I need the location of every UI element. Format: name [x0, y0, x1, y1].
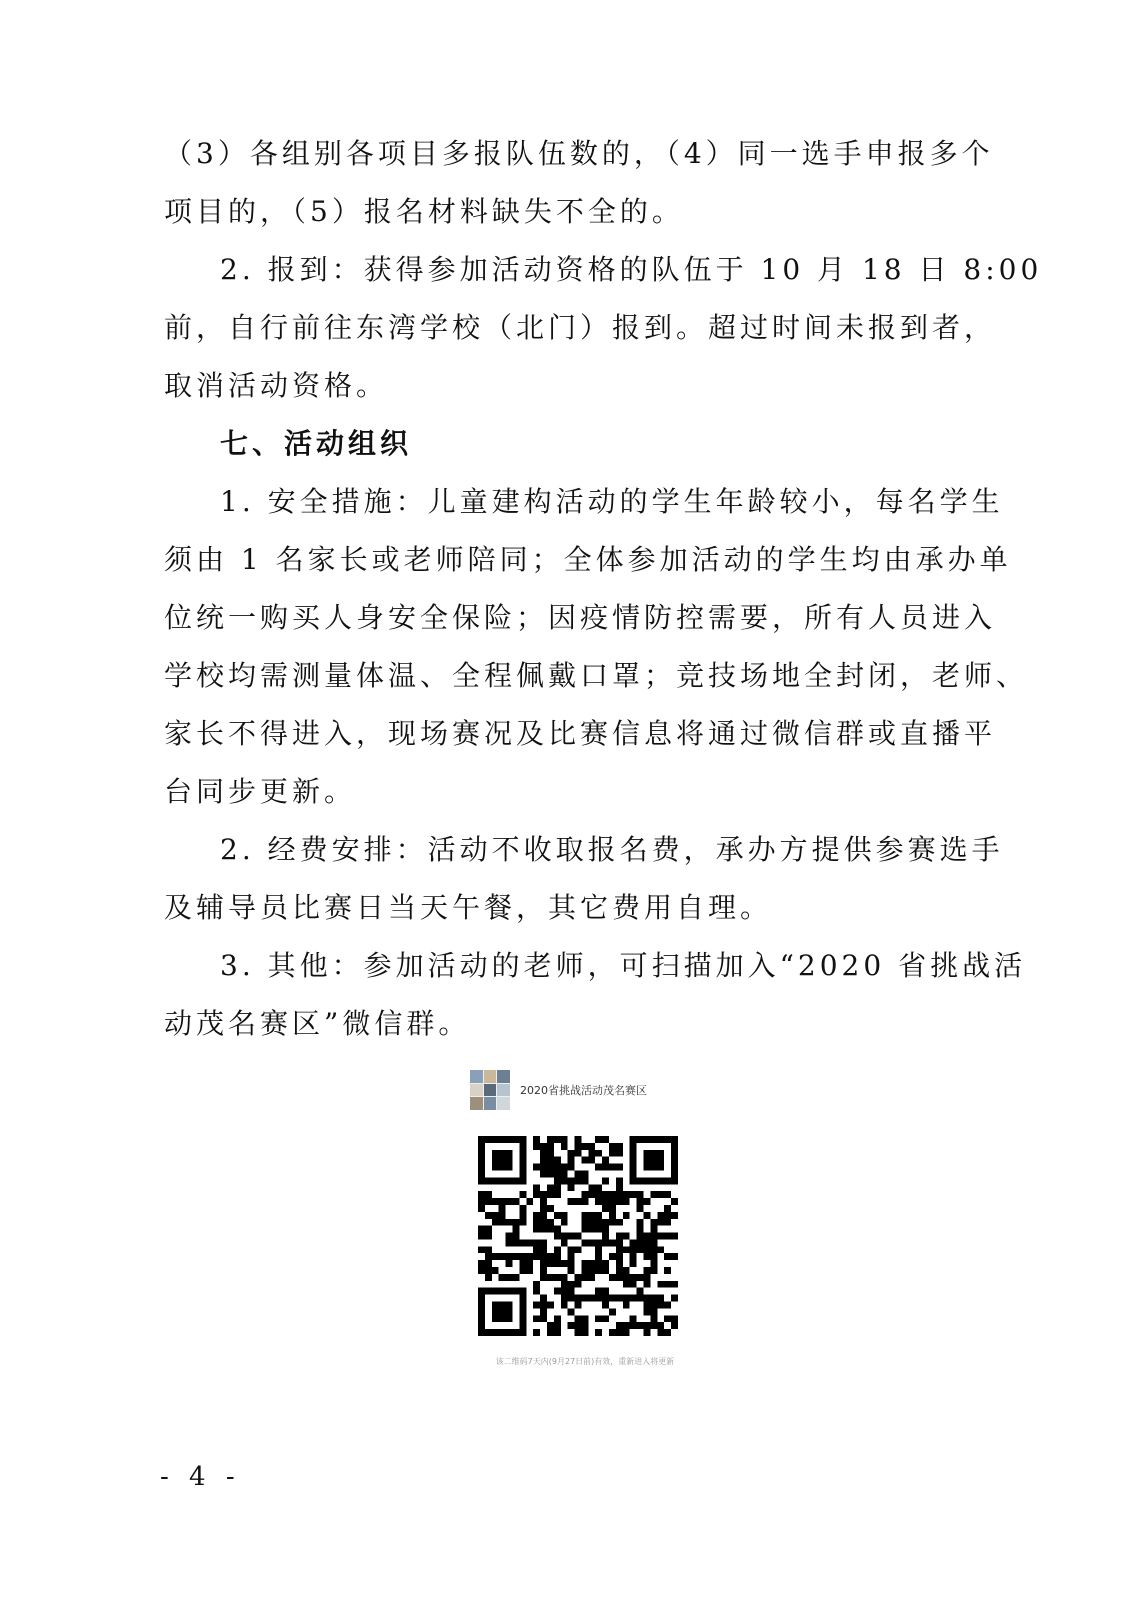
paragraph-line: 须由 1 名家长或老师陪同；全体参加活动的学生均由承办单	[164, 543, 1012, 576]
paragraph-line: （3）各组别各项目多报队伍数的，（4）同一选手申报多个	[164, 137, 994, 170]
paragraph-line: 前，自行前往东湾学校（北门）报到。超过时间未报到者，	[164, 311, 997, 344]
qr-validity-note: 该二维码7天内(9月27日前)有效，重新进入将更新	[495, 1357, 675, 1366]
paragraph-line: 2. 报到：获得参加活动资格的队伍于 10 月 18 日 8:00	[220, 253, 1043, 286]
paragraph-line: 台同步更新。	[164, 775, 357, 808]
paragraph-line: 2. 经费安排：活动不收取报名费，承办方提供参赛选手	[220, 833, 1004, 866]
paragraph-line: 学校均需测量体温、全程佩戴口罩；竞技场地全封闭，老师、	[164, 659, 1029, 692]
page-number: - 4 -	[160, 1462, 241, 1492]
wechat-group-qr-card	[470, 1070, 700, 1380]
paragraph-line: 3. 其他：参加活动的老师，可扫描加入“2020 省挑战活	[220, 949, 1027, 982]
paragraph-line: 位统一购买人身安全保险；因疫情防控需要，所有人员进入	[164, 601, 997, 634]
paragraph-line: 取消活动资格。	[164, 369, 389, 402]
paragraph-line: 家长不得进入，现场赛况及比赛信息将通过微信群或直播平	[164, 717, 997, 750]
paragraph-line: 项目的，（5）报名材料缺失不全的。	[164, 195, 684, 228]
section-heading: 七、活动组织	[220, 427, 413, 460]
paragraph-line: 1. 安全措施：儿童建构活动的学生年龄较小，每名学生	[220, 485, 1004, 518]
group-name: 2020省挑战活动茂名赛区	[520, 1084, 647, 1097]
qr-code-image[interactable]	[478, 1136, 678, 1336]
paragraph-line: 动茂名赛区”微信群。	[164, 1007, 471, 1040]
group-avatar	[470, 1070, 510, 1110]
paragraph-line: 及辅导员比赛日当天午餐，其它费用自理。	[164, 891, 773, 924]
